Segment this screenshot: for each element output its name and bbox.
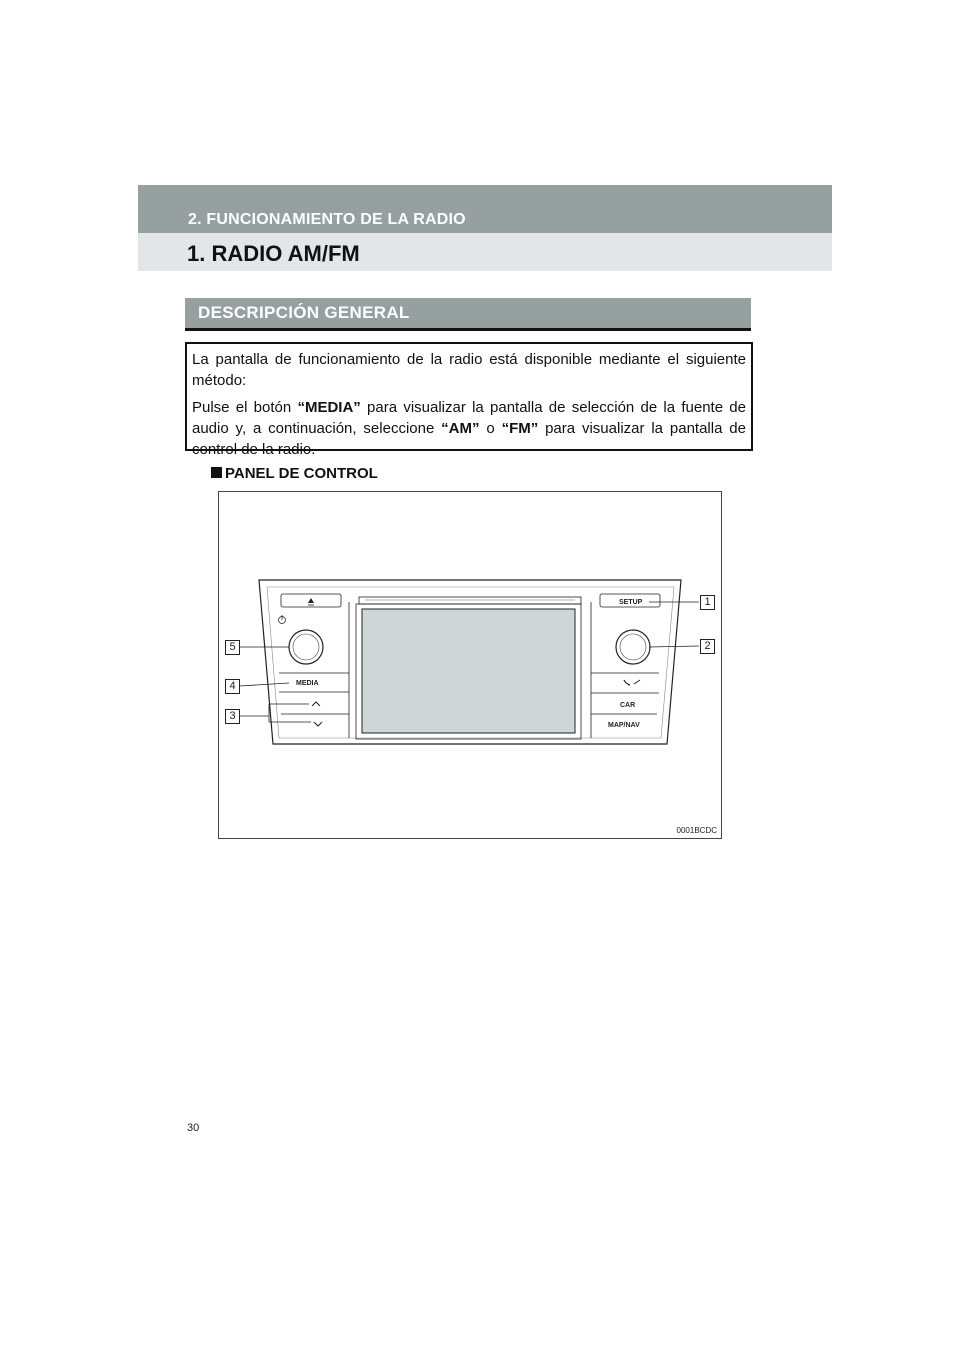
radio-panel-illustration bbox=[219, 492, 721, 838]
page-number: 30 bbox=[187, 1122, 200, 1134]
map-nav-button-label: MAP/NAV bbox=[608, 722, 640, 729]
media-keyword: “MEDIA” bbox=[297, 399, 361, 416]
callout-5: 5 bbox=[225, 640, 240, 655]
car-button-label: CAR bbox=[620, 702, 636, 709]
callout-4: 4 bbox=[225, 679, 240, 694]
section-title: 2. FUNCIONAMIENTO DE LA RADIO bbox=[188, 211, 466, 228]
fm-keyword: “FM” bbox=[501, 420, 539, 437]
text-segment: Pulse el botón bbox=[192, 399, 298, 416]
control-panel-heading bbox=[211, 465, 378, 482]
tune-knob bbox=[616, 630, 650, 664]
control-panel-figure bbox=[218, 491, 722, 839]
control-panel-heading-text: PANEL DE CONTROL bbox=[225, 465, 378, 482]
overview-paragraph-2 bbox=[192, 397, 746, 460]
callout-2: 2 bbox=[700, 639, 715, 654]
overview-heading-bar bbox=[185, 298, 751, 331]
text-segment: para visualizar la pantalla de control de la radio. bbox=[192, 420, 746, 458]
callout-1: 1 bbox=[700, 595, 715, 610]
overview-paragraph-1: La pantalla de funcionamiento de la radio está disponible mediante el siguiente método: bbox=[192, 351, 746, 389]
cd-slot bbox=[359, 597, 581, 604]
volume-knob bbox=[289, 630, 323, 664]
page-title: 1. RADIO AM/FM bbox=[187, 241, 360, 266]
callout-3: 3 bbox=[225, 709, 240, 724]
setup-button-label: SETUP bbox=[619, 599, 643, 606]
text-segment: para visualizar la pantalla de selección de la fuente de audio y, a continuación, seleccione bbox=[192, 399, 746, 437]
display-screen bbox=[362, 609, 575, 733]
figure-code: 0001BCDC bbox=[676, 826, 717, 835]
am-keyword: “AM” bbox=[441, 420, 480, 437]
overview-box bbox=[185, 342, 753, 458]
text-segment: o bbox=[479, 420, 502, 437]
media-button-label: MEDIA bbox=[296, 680, 319, 687]
overview-heading: DESCRIPCIÓN GENERAL bbox=[198, 303, 410, 322]
bullet-square-icon bbox=[211, 467, 222, 478]
